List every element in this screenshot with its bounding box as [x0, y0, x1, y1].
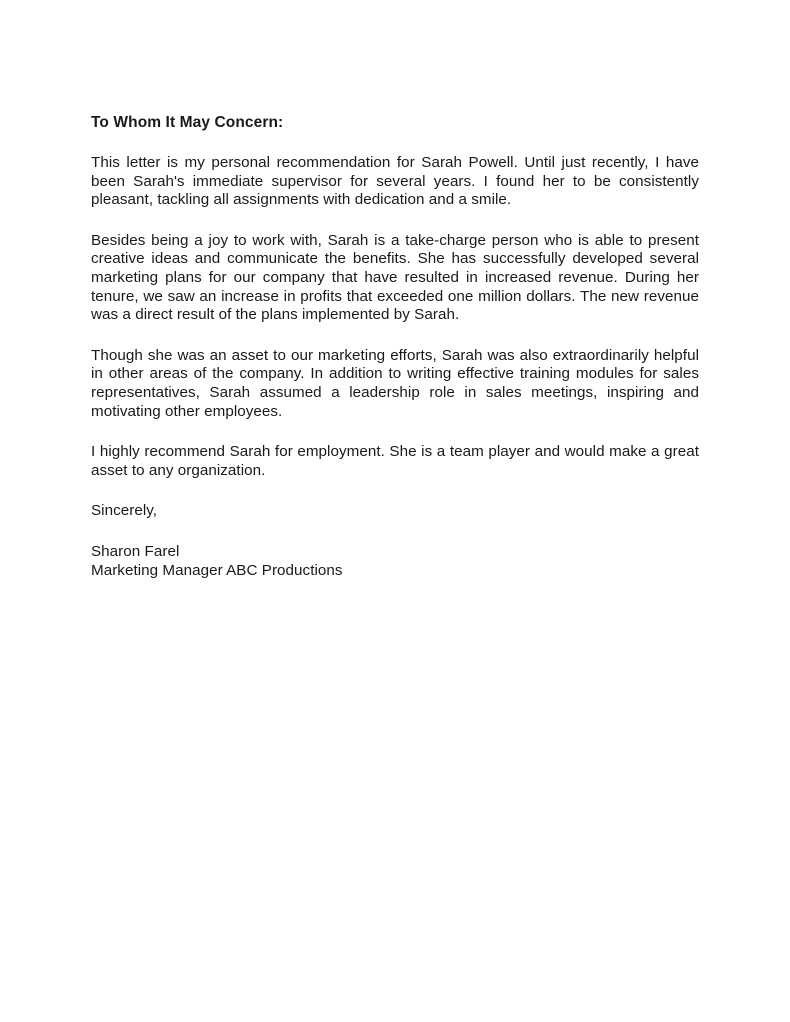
signer-name: Sharon Farel	[91, 542, 180, 560]
signature-block	[91, 543, 699, 580]
paragraph-1: This letter is my personal recommendation for Sarah Powell. Until just recently, I have been Sarah's immediate supervisor for several years. I found her to be consistently pleasant, tackling all assignments with dedication and a smile.	[91, 154, 699, 209]
signer-title: Marketing Manager ABC Productions	[91, 561, 343, 579]
paragraph-3: Though she was an asset to our marketing efforts, Sarah was also extraordinarily helpful in other areas of the company. In addition to writing effective training modules for sales representatives, Sarah assumed a leadership role in sales meetings, inspiring and motivating other employees.	[91, 346, 699, 420]
salutation: To Whom It May Concern:	[91, 114, 284, 131]
closing-salutation: Sincerely,	[91, 502, 158, 520]
paragraph-4: I highly recommend Sarah for employment. She is a team player and would make a great asset to any organization.	[91, 443, 699, 479]
paragraph-2: Besides being a joy to work with, Sarah is a take-charge person who is able to present creative ideas and communicate the benefits. She has successfully developed several marketing plans for our company that have resulted in increased revenue. During her tenure, we saw an increase in profits that exceeded one million dollars. The new revenue was a direct result of the plans implemented by Sarah.	[91, 231, 699, 324]
letter-body	[91, 113, 699, 580]
